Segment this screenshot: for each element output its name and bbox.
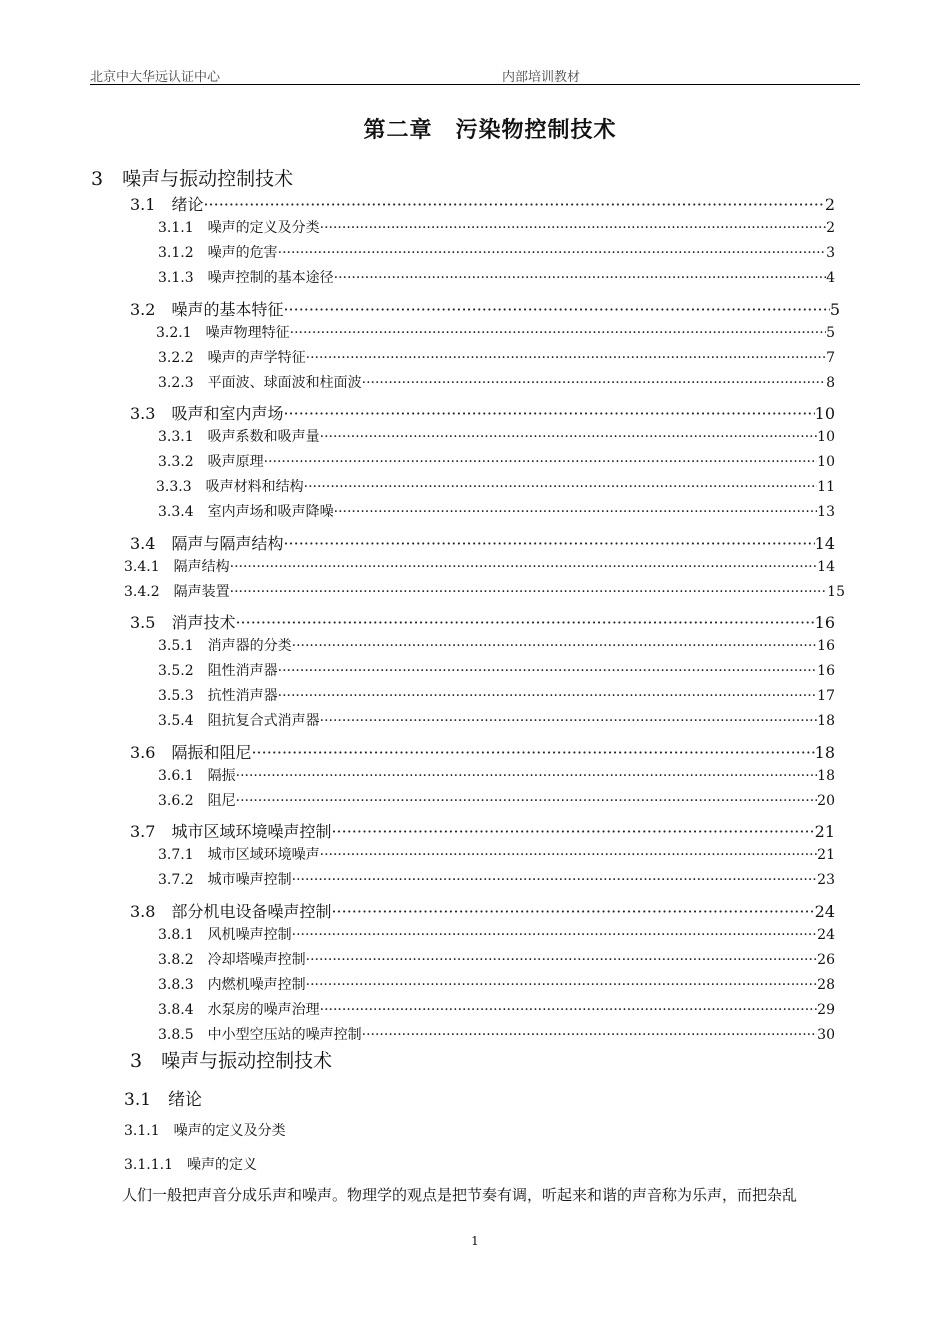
toc-entry	[130, 819, 835, 842]
toc-leader-dots	[331, 822, 814, 841]
toc-entry	[158, 844, 835, 864]
toc-entry-label: 3.6 隔振和阻尼	[130, 743, 252, 762]
toc-entry-page: 10	[814, 404, 835, 423]
toc-entry-label: 3.7.2 城市噪声控制	[158, 872, 292, 888]
toc-entry-page: 2	[824, 195, 835, 214]
toc-entry-page: 17	[817, 688, 835, 704]
section-heading-3: 3.1.1 噪声的定义及分类	[124, 1123, 286, 1139]
page-number: 1	[471, 1234, 479, 1248]
toc-entry-page: 10	[817, 429, 835, 445]
toc-entry-label: 3.4.1 隔声结构	[124, 559, 230, 575]
toc-leader-dots	[278, 663, 818, 679]
toc-entry-label: 3.6.2 阻尼	[158, 793, 236, 809]
toc-entry-label: 3.4 隔声与隔声结构	[130, 534, 284, 553]
toc-entry-page: 13	[817, 504, 835, 520]
toc-entry	[158, 869, 835, 889]
toc-leader-dots	[320, 429, 818, 445]
toc-entry-label: 3.3.3 吸声材料和结构	[156, 479, 304, 495]
toc-leader-dots	[236, 793, 818, 809]
toc-leader-dots	[290, 325, 826, 341]
page-header	[90, 66, 860, 85]
toc-entry	[158, 949, 835, 969]
toc-entry-page: 3	[826, 245, 835, 261]
toc-entry-label: 3.1.1 噪声的定义及分类	[158, 220, 320, 236]
toc-entry-page: 16	[817, 663, 835, 679]
toc-entry-page: 14	[814, 534, 835, 553]
toc-entry	[158, 426, 835, 446]
toc-leader-dots	[306, 952, 818, 968]
toc-entry-label: 3.5.2 阻性消声器	[158, 663, 278, 679]
toc-entry	[130, 899, 835, 922]
toc-entry-label: 3.3 吸声和室内声场	[130, 404, 284, 423]
toc-entry	[158, 765, 835, 785]
toc-entry-label: 3.8 部分机电设备噪声控制	[130, 902, 332, 921]
toc-entry-label: 3.8.5 中小型空压站的噪声控制	[158, 1027, 362, 1043]
toc-entry-page: 2	[826, 220, 835, 236]
toc-leader-dots	[320, 1002, 818, 1018]
toc-entry-page: 18	[814, 743, 835, 762]
toc-entry-label: 3.5.1 消声器的分类	[158, 638, 292, 654]
toc-entry	[158, 710, 835, 730]
toc-leader-dots	[235, 613, 814, 632]
toc-leader-dots	[292, 638, 818, 654]
toc-entry	[158, 924, 835, 944]
toc-entry-page: 21	[814, 822, 835, 841]
toc-leader-dots	[203, 195, 824, 214]
toc-leader-dots	[251, 743, 814, 762]
toc-leader-dots	[278, 245, 826, 261]
toc-entry	[158, 451, 835, 471]
toc-leader-dots	[236, 768, 818, 784]
toc-entry-page: 7	[826, 350, 835, 366]
toc-leader-dots	[334, 270, 826, 286]
toc-entry-page: 18	[817, 713, 835, 729]
toc-entry-label: 3.7 城市区域环境噪声控制	[130, 822, 332, 841]
toc-entry-page: 24	[817, 927, 835, 943]
toc-entry	[130, 401, 835, 424]
toc-entry-label: 3.3.4 室内声场和吸声降噪	[158, 504, 334, 520]
toc-entry-label: 3.8.4 水泵房的噪声治理	[158, 1002, 320, 1018]
toc-entry-label: 3.1.2 噪声的危害	[158, 245, 278, 261]
toc-entry	[124, 556, 835, 576]
toc-entry-page: 4	[826, 270, 835, 286]
toc-leader-dots	[292, 927, 818, 943]
toc-leader-dots	[320, 220, 826, 236]
toc-entry-page: 20	[817, 793, 835, 809]
toc-leader-dots	[306, 350, 826, 366]
toc-entry	[158, 790, 835, 810]
toc-leader-dots	[230, 559, 818, 575]
toc-entry-page: 18	[817, 768, 835, 784]
toc-entry-page: 11	[817, 479, 835, 495]
toc-entry	[158, 660, 835, 680]
toc-leader-dots	[278, 688, 818, 704]
toc-entry	[156, 322, 835, 342]
toc-entry	[124, 581, 845, 601]
toc-entry-label: 3.7.1 城市区域环境噪声	[158, 847, 320, 863]
toc-entry	[130, 192, 835, 215]
toc-entry-page: 5	[829, 300, 840, 319]
toc-entry-label: 3.3.1 吸声系数和吸声量	[158, 429, 320, 445]
toc-entry-page: 15	[827, 584, 845, 600]
toc-entry	[158, 267, 835, 287]
toc-entry-page: 30	[817, 1027, 835, 1043]
toc-entry-label: 3.8.2 冷却塔噪声控制	[158, 952, 306, 968]
section-heading-2: 3.1 绪论	[124, 1090, 203, 1110]
toc-leader-dots	[320, 713, 818, 729]
toc-entry-page: 29	[817, 1002, 835, 1018]
toc-entry	[158, 217, 835, 237]
toc-leader-dots	[264, 454, 818, 470]
toc-leader-dots	[304, 479, 818, 495]
toc-entry	[130, 531, 835, 554]
toc-leader-dots	[334, 504, 818, 520]
toc-entry	[158, 242, 835, 262]
toc-title: 3 噪声与振动控制技术	[91, 168, 294, 190]
toc-leader-dots	[320, 847, 818, 863]
toc-entry	[158, 999, 835, 1019]
toc-entry	[158, 347, 835, 367]
toc-entry-label: 3.4.2 隔声装置	[124, 584, 230, 600]
toc-entry-label: 3.2.2 噪声的声学特征	[158, 350, 306, 366]
toc-leader-dots	[283, 300, 829, 319]
toc-entry-page: 16	[814, 613, 835, 632]
toc-entry	[130, 297, 840, 320]
toc-entry-page: 21	[817, 847, 835, 863]
body-paragraph: 人们一般把声音分成乐声和噪声。物理学的观点是把节奏有调，听起来和谐的声音称为乐声，而把杂乱	[122, 1186, 798, 1204]
toc-entry	[158, 372, 835, 392]
header-right-text: 内部培训教材	[502, 70, 581, 85]
toc-leader-dots	[362, 1027, 818, 1043]
toc-leader-dots	[283, 534, 814, 553]
toc-entry	[158, 974, 835, 994]
toc-entry	[158, 501, 835, 521]
toc-entry-label: 3.8.3 内燃机噪声控制	[158, 977, 306, 993]
toc-entry-label: 3.2.3 平面波、球面波和柱面波	[158, 375, 362, 391]
toc-entry-label: 3.2 噪声的基本特征	[130, 300, 284, 319]
header-left-text: 北京中大华远认证中心	[90, 70, 221, 85]
toc-entry-page: 26	[817, 952, 835, 968]
toc-leader-dots	[306, 977, 818, 993]
toc-leader-dots	[230, 584, 828, 600]
toc-entry-label: 3.2.1 噪声物理特征	[156, 325, 290, 341]
section-heading-1: 3 噪声与振动控制技术	[130, 1050, 333, 1072]
toc-entry-label: 3.1 绪论	[130, 195, 204, 214]
toc-entry	[158, 1024, 835, 1044]
toc-entry	[130, 610, 835, 633]
toc-entry-page: 24	[814, 902, 835, 921]
toc-entry-page: 14	[817, 559, 835, 575]
toc-entry-label: 3.5 消声技术	[130, 613, 236, 632]
toc-entry-page: 23	[817, 872, 835, 888]
toc-entry	[158, 685, 835, 705]
toc-leader-dots	[292, 872, 818, 888]
toc-entry-label: 3.6.1 隔振	[158, 768, 236, 784]
toc-entry-page: 8	[826, 375, 835, 391]
toc-entry-page: 5	[826, 325, 835, 341]
toc-entry-label: 3.1.3 噪声控制的基本途径	[158, 270, 334, 286]
chapter-title: 第二章 污染物控制技术	[363, 117, 617, 143]
section-heading-4: 3.1.1.1 噪声的定义	[124, 1157, 257, 1173]
toc-entry	[130, 740, 835, 763]
toc-leader-dots	[331, 902, 814, 921]
toc-entry-label: 3.5.4 阻抗复合式消声器	[158, 713, 320, 729]
toc-entry-page: 10	[817, 454, 835, 470]
toc-entry-label: 3.8.1 风机噪声控制	[158, 927, 292, 943]
toc-entry	[158, 635, 835, 655]
toc-leader-dots	[283, 404, 814, 423]
toc-entry-label: 3.3.2 吸声原理	[158, 454, 264, 470]
toc-entry	[156, 476, 835, 496]
toc-entry-page: 16	[817, 638, 835, 654]
toc-entry-label: 3.5.3 抗性消声器	[158, 688, 278, 704]
toc-leader-dots	[362, 375, 826, 391]
toc-entry-page: 28	[817, 977, 835, 993]
